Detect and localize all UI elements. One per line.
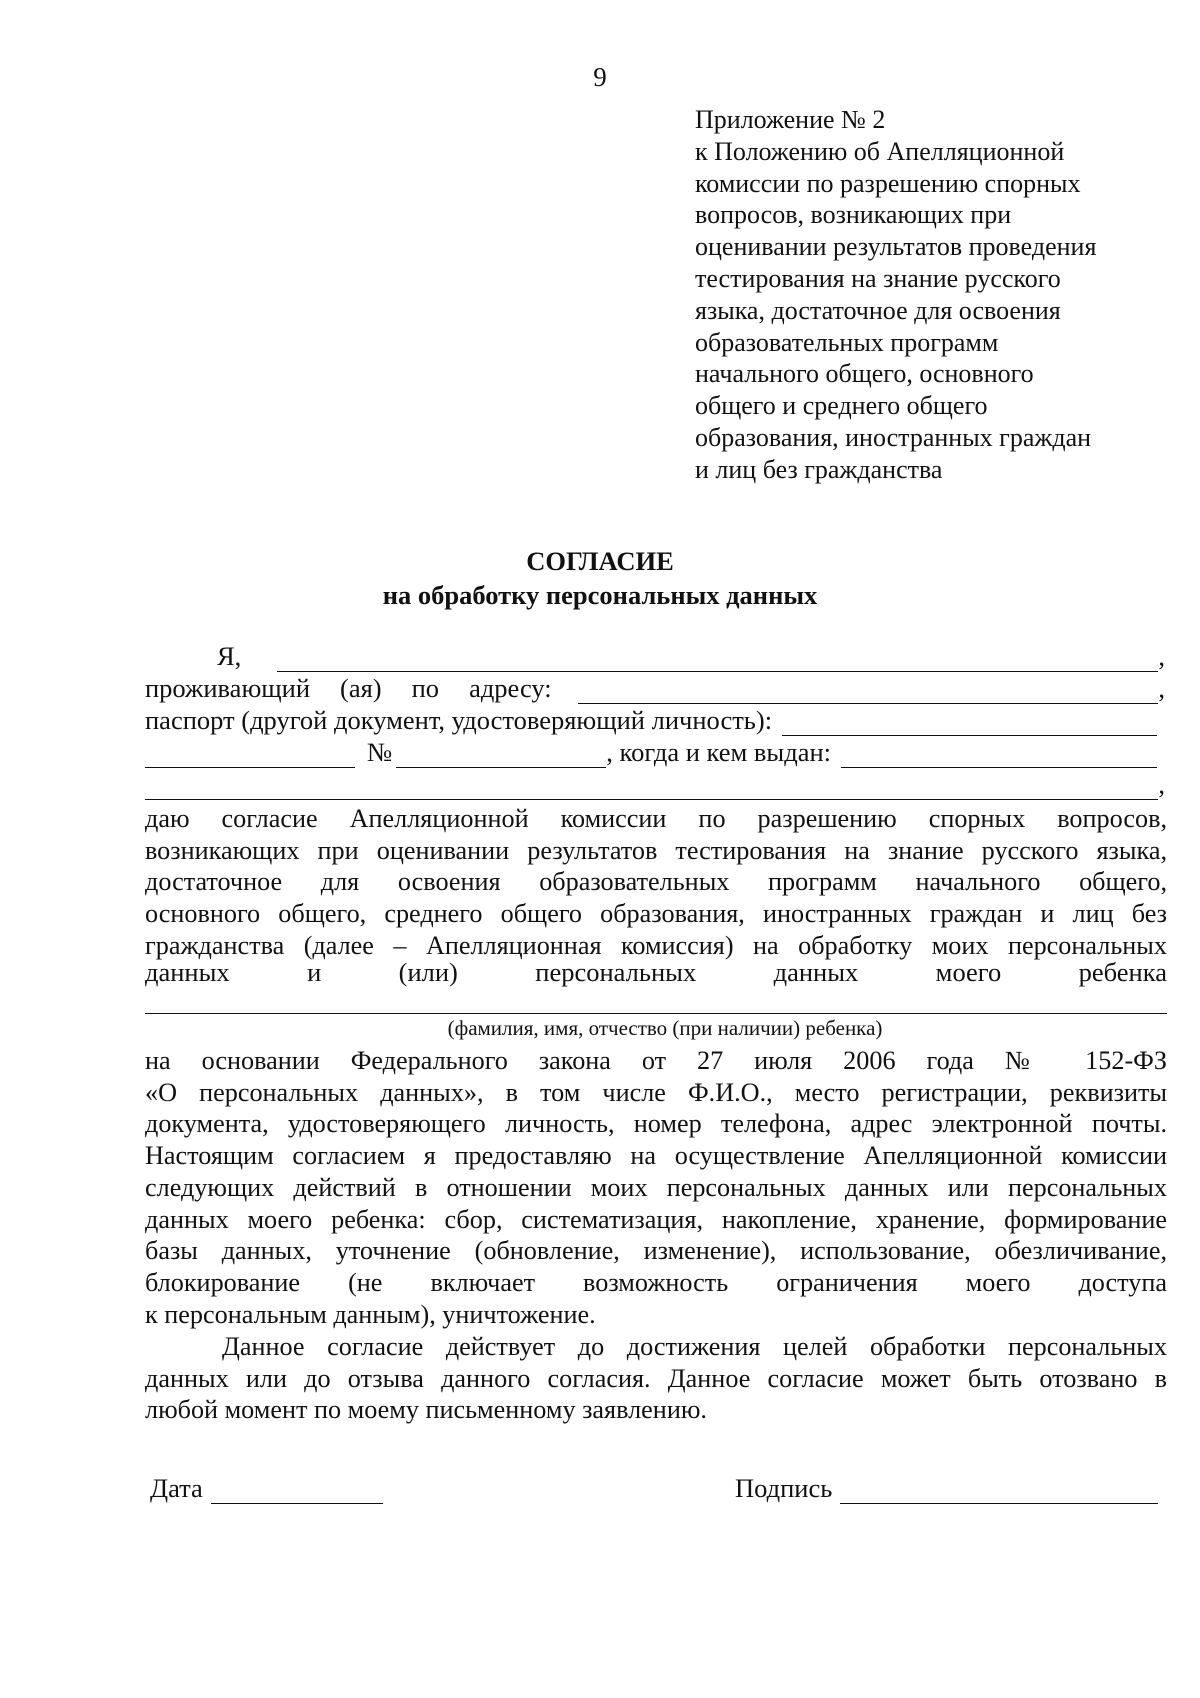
legal-basis-line: данных моего ребенка: сбор, систематизация, накопление, хранение, формирование <box>145 1204 1167 1234</box>
legal-basis-line: блокирование (не включает возможность ограничения моего доступа <box>145 1267 1167 1297</box>
passport-number-field[interactable] <box>396 743 606 768</box>
appendix-line: общего и среднего общего <box>695 391 988 421</box>
consent-last-word: ребенка <box>1078 957 1167 987</box>
passport-field[interactable] <box>782 711 1157 736</box>
appendix-line: языка, достаточное для освоения <box>695 295 1061 325</box>
address-row <box>145 674 1165 704</box>
document-title: СОГЛАСИЕ <box>526 546 674 576</box>
child-name-field[interactable] <box>145 989 1167 1014</box>
appendix-line: и лиц без гражданства <box>695 454 943 484</box>
address-field[interactable] <box>578 679 1159 704</box>
child-name-caption: (фамилия, имя, отчество (при наличии) ребенка) <box>447 1016 883 1040</box>
signature-label: Подпись <box>735 1473 833 1503</box>
consent-last-word: (или) <box>398 957 458 987</box>
validity-line: Данное согласие действует до достижения целей обработки персональных <box>222 1332 1167 1361</box>
name-row <box>145 642 1165 672</box>
date-field[interactable] <box>211 1479 383 1504</box>
document-subtitle: на обработку персональных данных <box>382 580 818 610</box>
child-name-row <box>145 984 1167 1014</box>
issued-continuation-row <box>145 770 1165 800</box>
legal-basis-line: Настоящим согласием я предоставляю на осуществление Апелляционной комиссии <box>145 1141 1167 1171</box>
residing-word-3: по <box>411 673 440 703</box>
issued-by-continuation-field[interactable] <box>145 775 1158 800</box>
legal-basis-line: на основании Федерального закона от 27 июля 2006 года № 152-ФЗ <box>145 1046 1167 1075</box>
residing-word-2: (ая) <box>340 673 382 703</box>
address-comma: , <box>1158 673 1165 703</box>
number-label: № <box>367 737 393 767</box>
consent-line: возникающих при оценивании результатов тестирования на знание русского языка, <box>145 835 1167 865</box>
consent-line: гражданства (далее – Апелляционная комиссия) на обработку моих персональных <box>145 930 1167 960</box>
passport-label: паспорт (другой документ, удостоверяющий личность): <box>145 705 773 735</box>
legal-basis-line: «О персональных данных», в том числе Ф.И.О., место регистрации, реквизиты <box>145 1077 1167 1107</box>
appendix-line: вопросов, возникающих при <box>695 200 1012 230</box>
legal-basis-line: следующих действий в отношении моих персональных данных или персональных <box>145 1172 1167 1202</box>
appendix-line: оценивании результатов проведения <box>695 232 1097 262</box>
passport-series-field[interactable] <box>145 743 355 768</box>
consent-last-word: персональных <box>535 957 697 987</box>
validity-line: любой момент по моему письменному заявлению. <box>145 1395 707 1425</box>
validity-line: данных или до отзыва данного согласия. Данное согласие может быть отозвано в <box>145 1363 1167 1393</box>
legal-basis-line: документа, удостоверяющего личность, номер телефона, адрес электронной почты. <box>145 1109 1167 1139</box>
issued-comma: , <box>1158 769 1165 799</box>
residing-word-1: проживающий <box>145 673 311 703</box>
i-label: Я, <box>217 641 242 671</box>
legal-basis-paragraph <box>145 1045 1167 1330</box>
appendix-line: образования, иностранных граждан <box>695 422 1092 452</box>
consent-line: основного общего, среднего общего образования, иностранных граждан и лиц без <box>145 899 1167 929</box>
residing-word-4: адресу: <box>469 673 552 703</box>
consent-last-word: данных <box>773 957 859 987</box>
consent-last-word: данных <box>145 957 230 987</box>
validity-paragraph <box>145 1331 1167 1426</box>
date-block <box>150 1472 383 1504</box>
appendix-line: Приложение № 2 <box>695 105 886 134</box>
date-label: Дата <box>150 1473 203 1503</box>
consent-last-word: и <box>307 957 322 987</box>
appendix-line: тестирования на знание русского <box>695 263 1061 293</box>
signature-block <box>735 1472 1158 1504</box>
consent-line: даю согласие Апелляционной комиссии по разрешению спорных вопросов, <box>145 804 1167 833</box>
appendix-line: комиссии по разрешению спорных <box>695 168 1081 198</box>
consent-last-word: моего <box>935 957 1002 987</box>
issued-by-field[interactable] <box>841 743 1157 768</box>
consent-line: достаточное для освоения образовательных программ начального общего, <box>145 867 1167 897</box>
appendix-line: начального общего, основного <box>695 359 1034 389</box>
appendix-line: к Положению об Апелляционной <box>695 136 1065 166</box>
legal-basis-line: к персональным данным), уничтожение. <box>145 1299 596 1329</box>
full-name-field[interactable] <box>277 647 1158 672</box>
legal-basis-line: базы данных, уточнение (обновление, изменение), использование, обезличивание, <box>145 1236 1167 1266</box>
appendix-line: образовательных программ <box>695 327 999 357</box>
signature-field[interactable] <box>840 1479 1158 1504</box>
consent-paragraph <box>145 803 1167 962</box>
issued-label: , когда и кем выдан: <box>606 737 832 767</box>
appendix-note <box>695 104 1165 486</box>
name-comma: , <box>1158 641 1165 671</box>
passport-number-row <box>145 738 1165 768</box>
page-number: 9 <box>593 62 607 92</box>
passport-row <box>145 706 1165 736</box>
